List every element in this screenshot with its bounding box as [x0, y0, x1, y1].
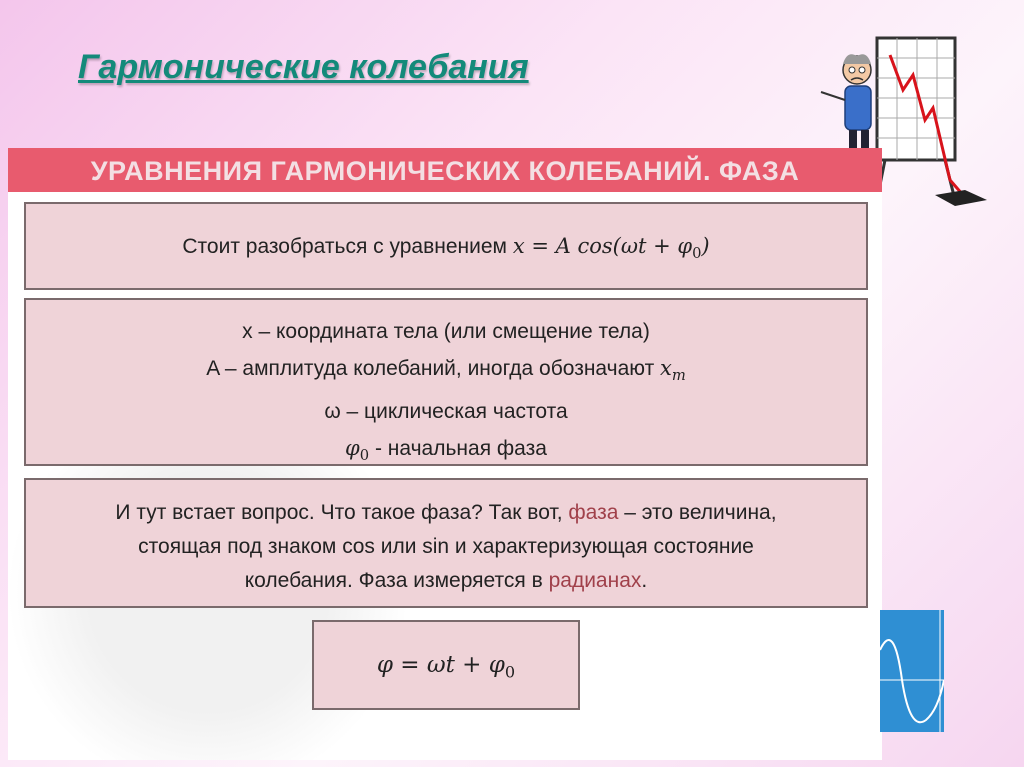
slide-title: Гармонические колебания: [78, 48, 529, 86]
explanation-line-1: [26, 496, 866, 530]
intro-text: Стоит разобраться с уравнением: [182, 235, 507, 258]
content-panel: [8, 148, 882, 760]
definition-amplitude: [26, 350, 866, 394]
explanation-line-3: [26, 564, 866, 598]
sine-wave-graph-image: [880, 610, 944, 732]
definition-amplitude-text: A – амплитуда колебаний, иногда обозначают: [206, 357, 661, 380]
amplitude-subscript: m: [671, 367, 686, 385]
explanation-line-2: стоящая под знаком cos или sin и характеризующая состояние: [138, 535, 754, 558]
phase-subscript: 0: [359, 447, 370, 465]
phase-formula-phi: φ: [376, 652, 393, 678]
definition-phase0: [26, 430, 866, 474]
explanation-line-1b: – это величина,: [618, 501, 777, 524]
definition-omega: ω – циклическая частота: [324, 400, 568, 424]
phase-symbol: φ: [345, 436, 360, 461]
definitions-box: [24, 298, 868, 466]
equation-intro-box: [24, 202, 868, 290]
explanation-line-3b: .: [641, 569, 648, 592]
phase-formula-box: [312, 620, 580, 710]
equation-intro-row: [26, 231, 866, 269]
equation-close: ): [701, 234, 710, 258]
phase-formula-rhs: = ωt + φ: [392, 652, 505, 678]
explanation-line-1a: И тут встает вопрос. Что такое фаза? Так вот,: [115, 501, 569, 524]
equation-lhs: x: [512, 234, 525, 258]
equation-rhs: = A cos(ωt + φ: [524, 234, 693, 258]
definition-x: x – координата тела (или смещение тела): [242, 320, 650, 343]
equation-subscript: 0: [692, 245, 702, 263]
phase-explanation-box: [24, 478, 868, 608]
phase-term: фаза: [568, 501, 619, 524]
explanation-line-3a: колебания. Фаза измеряется в: [244, 569, 549, 592]
definition-phase0-text: - начальная фаза: [369, 437, 547, 461]
radians-term: радианах: [548, 569, 642, 592]
phase-formula-subscript: 0: [504, 662, 516, 682]
section-banner: УРАВНЕНИЯ ГАРМОНИЧЕСКИХ КОЛЕБАНИЙ. ФАЗА: [8, 148, 882, 192]
phase-formula: [314, 649, 578, 688]
amplitude-symbol: x: [660, 356, 672, 380]
